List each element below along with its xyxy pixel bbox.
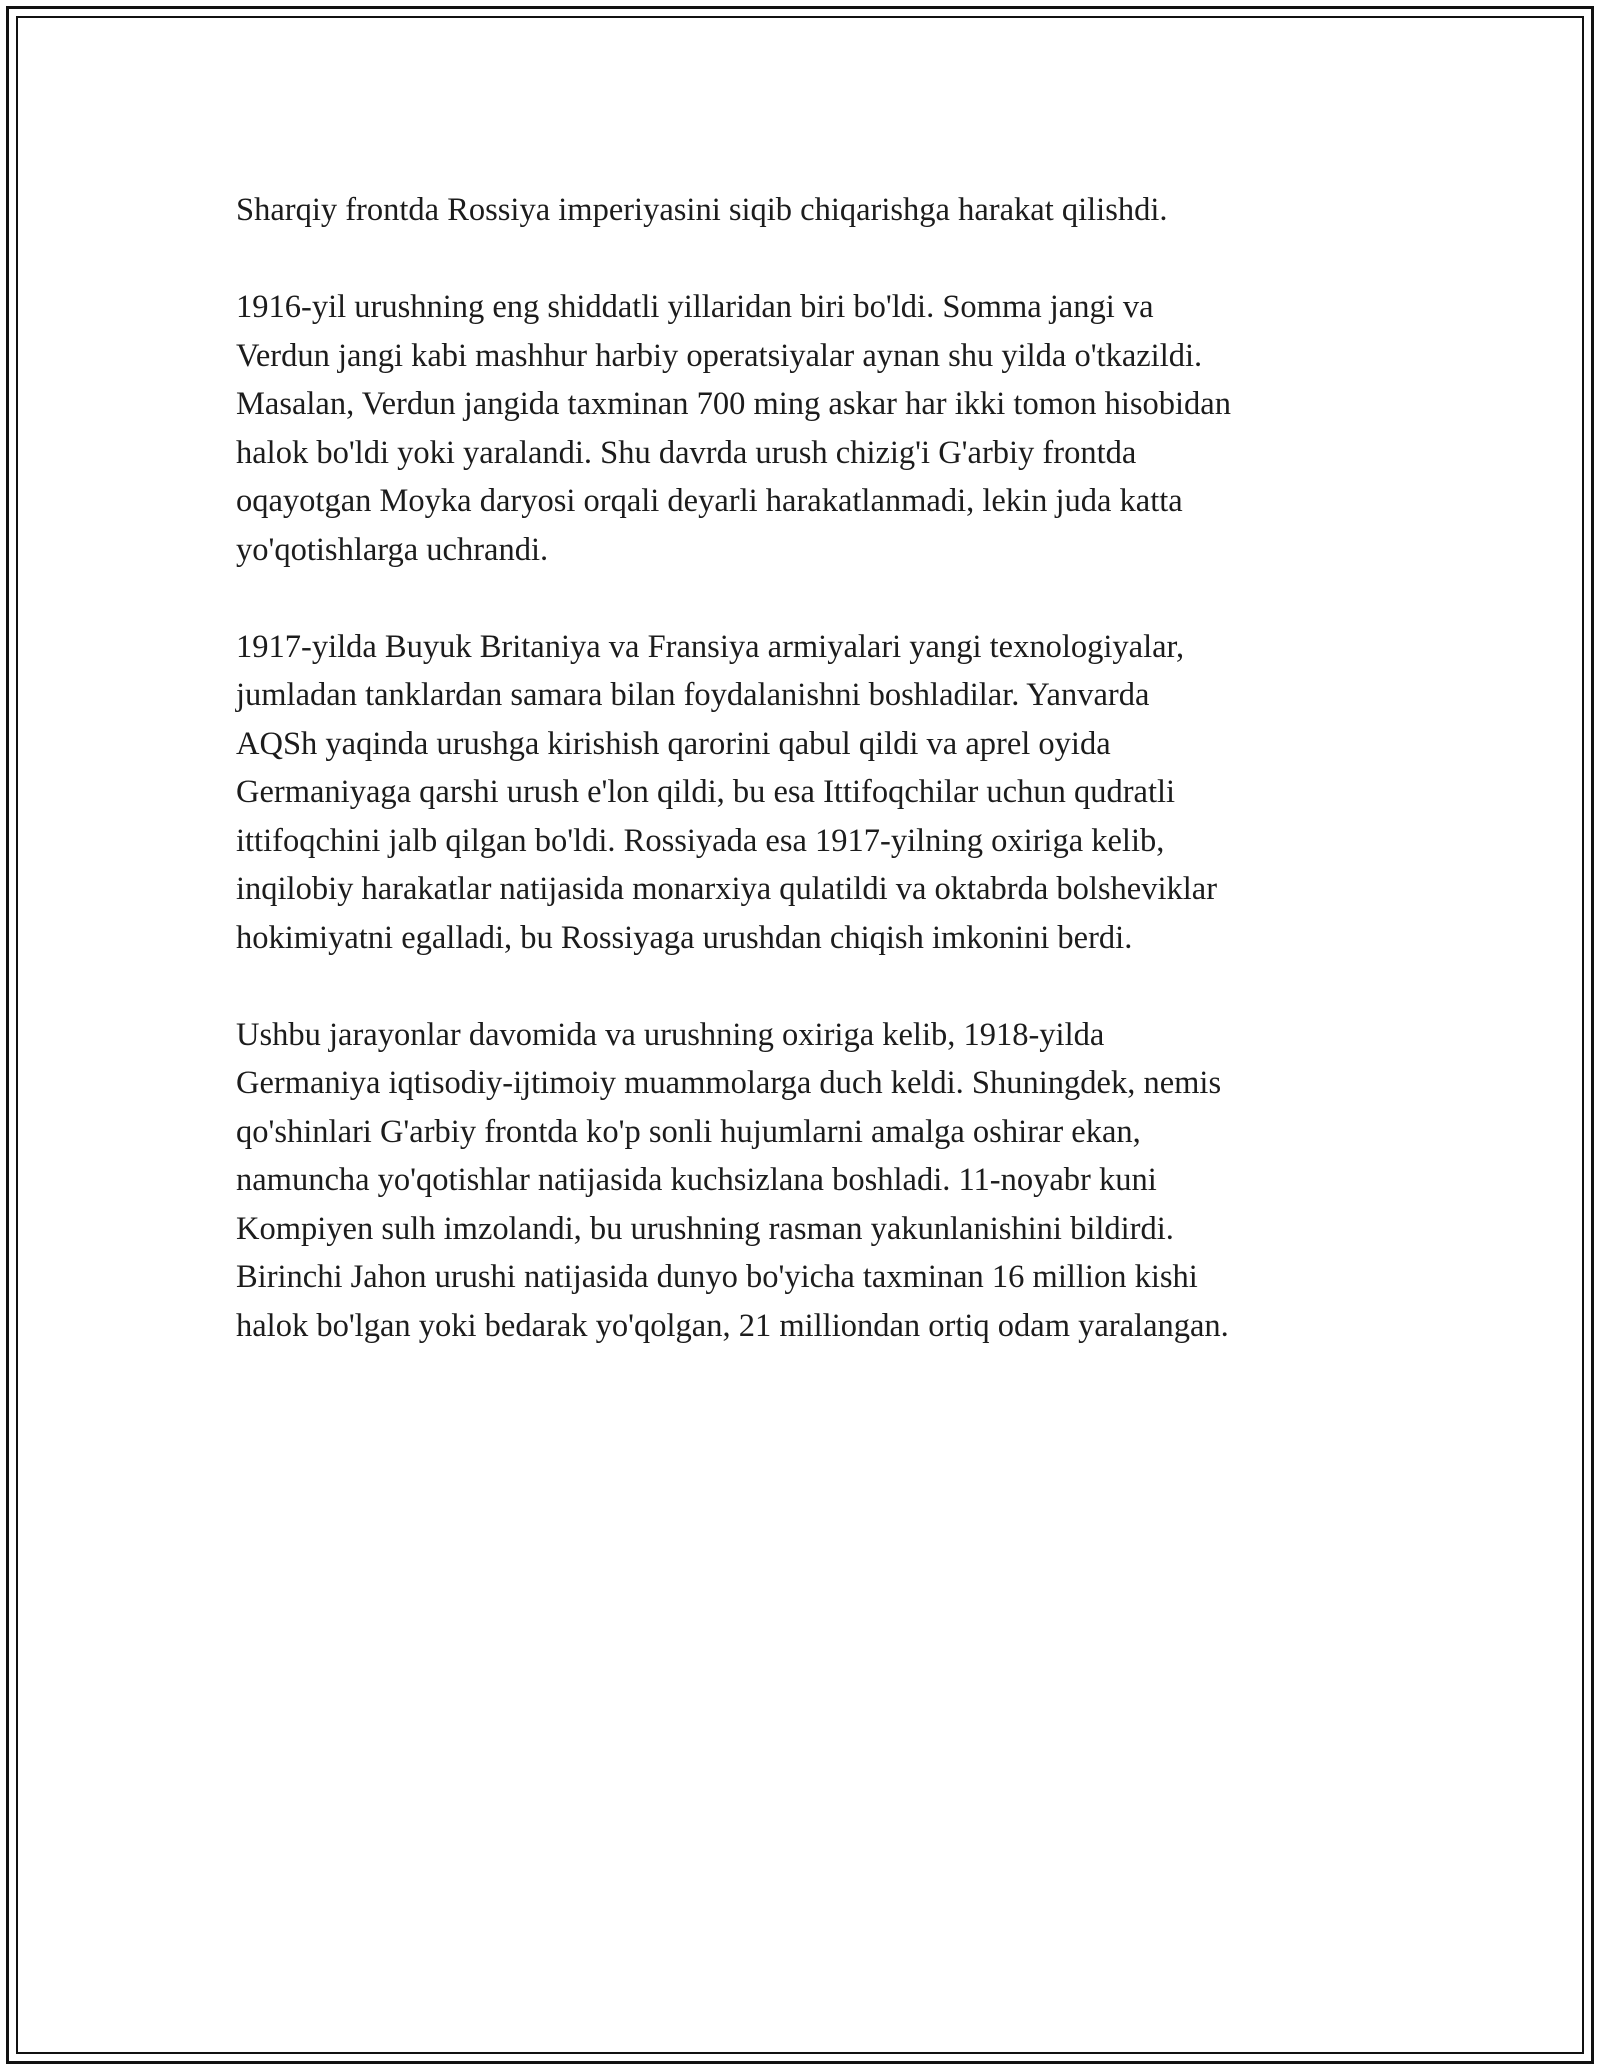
document-body	[236, 186, 1366, 1399]
paragraph-2: 1916-yil urushning eng shiddatli yillaridan biri bo'ldi. Somma jangi va Verdun jangi kabi mashhur harbiy operatsiyalar aynan shu yilda o'tkazildi. Masalan, Verdun jangida taxminan 700 ming askar har ikki tomon hisobidan halok bo'ldi yoki yaralandi. Shu davrda urush chizig'i G'arbiy frontda oqayotgan Moyka daryosi orqali deyarli harakatlanmadi, lekin juda katta yo'qotishlarga uchrandi.	[236, 289, 1231, 568]
paragraph-4: Ushbu jarayonlar davomida va urushning oxiriga kelib, 1918-yilda Germaniya iqtisodiy-ijtimoiy muammolarga duch keldi. Shuningdek, nemis qo'shinlari G'arbiy frontda ko'p sonli hujumlarni amalga oshirar ekan, namuncha yo'qotishlar natijasida kuchsizlana boshladi. 11-noyabr kuni Kompiyen sulh imzolandi, bu urushning rasman yakunlanishini bildirdi. Birinchi Jahon urushi natijasida dunyo bo'yicha taxminan 16 million kishi halok bo'lgan yoki bedarak yo'qolgan, 21 milliondan ortiq odam yaralangan.	[236, 1016, 1229, 1344]
paragraph-3: 1917-yilda Buyuk Britaniya va Fransiya armiyalari yangi texnologiyalar, jumladan tanklardan samara bilan foydalanishni boshladilar. Yanvarda AQSh yaqinda urushga kirishish qarorini qabul qildi va aprel oyida Germaniyaga qarshi urush e'lon qildi, bu esa Ittifoqchilar uchun qudratli ittifoqchini jalb qilgan bo'ldi. Rossiyada esa 1917-yilning oxiriga kelib, inqilobiy harakatlar natijasida monarxiya qulatildi va oktabrda bolsheviklar hokimiyatni egalladi, bu Rossiyaga urushdan chiqish imkonini berdi.	[236, 628, 1218, 956]
paragraph-1: Sharqiy frontda Rossiya imperiyasini siqib chiqarishga harakat qilishdi.	[236, 192, 1168, 228]
